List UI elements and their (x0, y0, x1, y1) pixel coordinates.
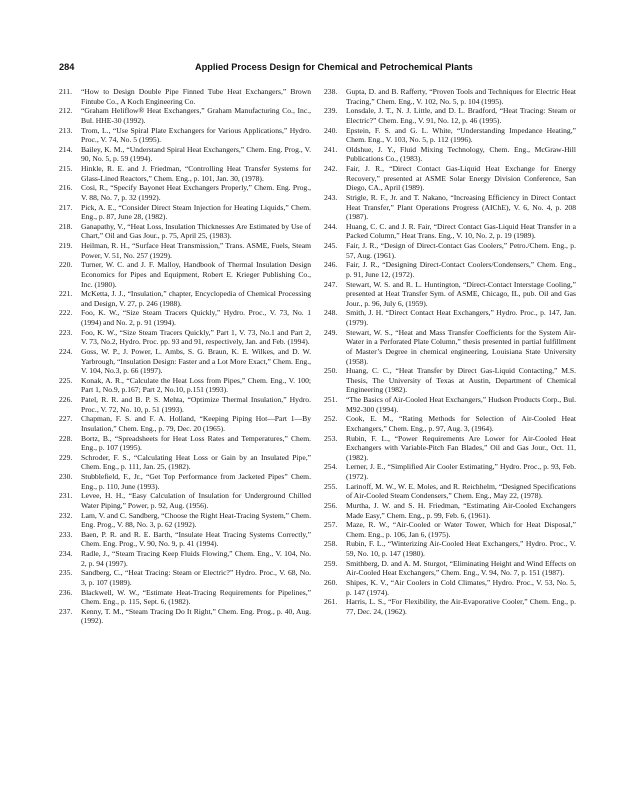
reference-entry (59, 607, 311, 626)
reference-text: Sandberg, C., “Heat Tracing: Steam or Electric?” Hydro. Proc., V. 68, No. 3, p. 107 (1989). (81, 568, 311, 587)
reference-number: 252. (324, 414, 338, 424)
reference-entry (324, 395, 576, 414)
reference-entry (324, 164, 576, 193)
reference-entry (324, 87, 576, 106)
reference-entry (324, 328, 576, 367)
reference-number: 232. (59, 510, 73, 520)
reference-number: 219. (59, 241, 73, 250)
reference-entry (59, 126, 311, 145)
reference-list-right (324, 87, 576, 616)
reference-entry (59, 289, 311, 308)
reference-text: Maze, R. W., “Air-Cooled or Water Tower, Which for Heat Disposal,” Chem. Eng., p. 106, Jan 6, (1975). (346, 520, 576, 539)
reference-entry (324, 482, 576, 501)
reference-entry (59, 328, 311, 347)
reference-text: Bortz, B., “Spreadsheets for Heat Loss Rates and Temperatures,” Chem. Eng., p. 107 (1995). (81, 433, 311, 453)
references-right-column (324, 87, 576, 616)
reference-text: Ganapathy, V., “Heat Loss, Insulation Thicknesses Are Estimated by Use of Chart,” Oil and Gas Jour., p. 75, April 25, (1983). (81, 221, 311, 241)
reference-entry (324, 578, 576, 597)
reference-text: Lonsdale, J. T., N. J. Little, and D. L. Bradford, “Heat Tracing: Steam or Electric?” Chem. Eng., V. 91, No. 12, p. 46 (1995). (346, 106, 576, 125)
reference-entry (324, 193, 576, 222)
reference-number: 237. (59, 606, 73, 616)
reference-entry (59, 568, 311, 587)
reference-text: Foo, K. W., “Size Steam Tracers Quickly,” Hydro. Proc., V. 73, No. 1 (1994) and No. 2, p. 91 (1994). (81, 308, 311, 327)
reference-number: 230. (59, 472, 73, 481)
reference-number: 234. (59, 549, 73, 558)
reference-entry (59, 222, 311, 241)
reference-number: 216. (59, 183, 73, 193)
reference-entry (324, 280, 576, 309)
reference-entry (59, 434, 311, 453)
reference-text: Pick, A. E., “Consider Direct Steam Injection for Heating Liquids,” Chem. Eng., p. 87, June 28, (1982). (81, 202, 311, 222)
reference-text: Fair, J. R., “Design of Direct-Contact Gas Coolers,” Petro./Chem. Eng., p. 57, Aug. (1961). (346, 241, 576, 260)
reference-text: Gupta, D. and B. Rafferty, “Proven Tools and Techniques for Electric Heat Tracing,” Chem. Eng., V. 102, No. 5, p. 104 (1995). (346, 87, 576, 106)
reference-number: 213. (59, 125, 73, 135)
reference-entry (324, 126, 576, 145)
reference-text: Harris, L. S., “For Flexibility, the Air-Evaporative Cooler,” Chem. Eng., p. 77, Dec. 24, (1962). (346, 597, 576, 616)
reference-text: Smith, J. H. “Direct Contact Heat Exchangers,” Hydro. Proc., p. 147, Jan. (1979). (346, 308, 576, 327)
reference-entry (324, 597, 576, 616)
reference-number: 261. (324, 597, 338, 607)
reference-number: 239. (324, 106, 338, 116)
reference-text: “The Basics of Air-Cooled Heat Exchangers,” Hudson Products Corp., Bul. M92-300 (1994). (346, 395, 576, 414)
reference-number: 240. (324, 125, 338, 135)
reference-text: Blackwell, W. W., “Estimate Heat-Tracing Requirements for Pipelines,” Chem. Eng., p. 115, Sept. 6, (1982). (81, 587, 311, 607)
reference-text: Huang, C. C., “Heat Transfer by Direct Gas-Liquid Contacting,” M.S. Thesis, The University of Texas at Austin, Department of Chemical Engineering (1982). (346, 366, 576, 395)
page-number: 284 (59, 62, 75, 72)
reference-text: Stewart, W. S. and R. L. Huntington, “Direct-Contact Interstage Cooling,” presented at Heat Transfer Sym. of ASME, Chicago, IL, pub. Oil and Gas Jour., p. 96, July 6, (1959). (346, 279, 576, 308)
reference-text: Fair, J. R., “Direct Contact Gas-Liquid Heat Exchange for Energy Recovery,” presented at ASME Solar Energy Division Conference, San Diego, CA., April (1989). (346, 164, 576, 193)
reference-number: 215. (59, 164, 73, 173)
reference-text: Huang, C. C. and J. R. Fair, “Direct Contact Gas-Liquid Heat Transfer in a Packed Column,” Heat Trans. Eng., V. 10, No. 2, p. 19 (1989). (346, 221, 576, 241)
reference-text: Kenny, T. M., “Steam Tracing Do It Right,” Chem. Eng. Prog., p. 40, Aug. (1992). (81, 606, 311, 626)
reference-number: 229. (59, 452, 73, 462)
reference-text: Lam, V. and C. Sandberg, “Choose the Right Heat-Tracing System,” Chem. Eng. Prog., V. 88, No. 3, p. 62 (1992). (81, 510, 311, 530)
reference-number: 211. (59, 87, 73, 96)
reference-number: 260. (324, 577, 338, 587)
reference-text: Oldshue, J. Y., Fluid Mixing Technology, Chem. Eng., McGraw-Hill Publications Co., (1983). (346, 144, 576, 164)
reference-number: 259. (324, 558, 338, 568)
reference-number: 218. (59, 221, 73, 231)
reference-number: 217. (59, 202, 73, 212)
reference-text: Turner, W. C. and J. F. Malloy, Handbook of Thermal Insulation Design Economics for Pipes and Equipment, Robert E. Krieger Publishing Co., Inc. (1980). (81, 260, 311, 289)
reference-text: Stubblefield, F., Jr., “Get Top Performance from Jacketed Pipes” Chem. Eng., p. 110, June (1993). (81, 472, 311, 491)
reference-number: 255. (324, 481, 338, 491)
reference-number: 222. (59, 308, 73, 318)
reference-entry (59, 183, 311, 202)
reference-text: Larinoff, M. W., W. E. Moles, and R. Reichhelm, “Designed Specifications of Air-Cooled Steam Condensers,” Chem. Eng., May 22, (1978). (346, 481, 576, 501)
reference-number: 249. (324, 327, 338, 337)
reference-entry (59, 87, 311, 106)
reference-number: 257. (324, 520, 338, 530)
reference-number: 242. (324, 164, 338, 173)
reference-text: Baen, P. R. and R. E. Barth, “Insulate Heat Tracing Systems Correctly,” Chem. Eng. Prog., V. 90, No. 9, p. 41 (1994). (81, 529, 311, 549)
reference-number: 248. (324, 308, 338, 318)
reference-number: 225. (59, 375, 73, 385)
reference-entry (59, 203, 311, 222)
reference-text: Levee, H. H., “Easy Calculation of Insulation for Underground Chilled Water Piping,” Power, p. 92, Aug. (1956). (81, 491, 311, 510)
reference-entry (59, 472, 311, 491)
reference-list-left (59, 87, 311, 626)
reference-text: Goss, W. P., J. Power, L. Ambs, S. G. Braun, K. E. Wilkes, and D. W. Yarbrough, “Insulation Design: Faster and a Lot More Exact,” Chem. Eng., V. 104, No.3, p. 66 (1997). (81, 346, 311, 376)
reference-number: 247. (324, 279, 338, 289)
reference-entry (59, 376, 311, 395)
reference-number: 233. (59, 529, 73, 539)
reference-entry (59, 106, 311, 125)
reference-text: Shipes, K. V., “Air Coolers in Cold Climates,” Hydro. Proc., V. 53, No. 5, p. 147 (1974). (346, 577, 576, 597)
reference-text: McKetta, J. J., “Insulation,” chapter, Encyclopedia of Chemical Processing and Design, V. 27, p. 246 (1988). (81, 289, 311, 308)
reference-entry (324, 539, 576, 558)
reference-text: “Graham Heliflow® Heat Exchangers,” Graham Manufacturing Co., Inc., Bul. HHE-30 (1992). (81, 106, 311, 125)
reference-entry (59, 588, 311, 607)
reference-number: 235. (59, 568, 73, 578)
reference-number: 258. (324, 539, 338, 549)
reference-entry (324, 366, 576, 395)
reference-number: 224. (59, 346, 73, 356)
reference-text: Hinkle, R. E. and J. Friedman, “Controlling Heat Transfer Systems for Glass-Lined Reactors,” Chem. Eng., p. 101, Jan. 30, (1978). (81, 164, 311, 183)
reference-entry (324, 501, 576, 520)
reference-entry (59, 241, 311, 260)
reference-text: “How to Design Double Pipe Finned Tube Heat Exchangers,” Brown Fintube Co., A Koch Engineering Co. (81, 87, 311, 106)
reference-entry (324, 145, 576, 164)
reference-entry (324, 462, 576, 481)
reference-text: Chapman, F. S. and F. A. Holland, “Keeping Piping Hot—Part 1—By Insulation,” Chem. Eng., p. 79, Dec. 20 (1965). (81, 414, 311, 433)
reference-entry (324, 308, 576, 327)
reference-text: Smithberg, D. and A. M. Sturgot, “Eliminating Height and Wind Effects on Air-Cooled Heat Exchangers,” Chem. Eng., V. 94, No. 7, p. 151 (1987). (346, 558, 576, 578)
reference-number: 227. (59, 414, 73, 424)
reference-entry (59, 530, 311, 549)
reference-text: Patel, R. R. and B. P. S. Mehta, “Optimize Thermal Insulation,” Hydro. Proc., V. 72, No. 10, p. 51 (1993). (81, 395, 311, 414)
page-header (59, 62, 579, 76)
reference-text: Trom, L., “Use Spiral Plate Exchangers for Various Applications,” Hydro. Proc., V. 74, No. 5 (1995). (81, 125, 311, 145)
reference-number: 214. (59, 144, 73, 154)
reference-text: Epstein, F. S. and G. L. White, “Understanding Impedance Heating,” Chem. Eng., V. 103, No. 5, p. 112 (1996). (346, 125, 576, 145)
reference-number: 244. (324, 221, 338, 231)
reference-number: 241. (324, 144, 338, 154)
reference-number: 254. (324, 462, 338, 472)
reference-entry (59, 260, 311, 289)
reference-number: 228. (59, 433, 73, 443)
reference-entry (59, 549, 311, 568)
reference-entry (59, 511, 311, 530)
reference-text: Radle, J., “Steam Tracing Keep Fluids Flowing,” Chem. Eng., V. 104, No. 2, p. 94 (1997). (81, 549, 311, 568)
reference-text: Strigle, R. F., Jr. and T. Nakano, “Increasing Efficiency in Direct Contact Heat Transfer,” Plant Operations Progress (AIChE), V. 6, No. 4, p. 208 (1987). (346, 192, 576, 222)
reference-number: 226. (59, 395, 73, 404)
reference-entry (59, 145, 311, 164)
reference-number: 245. (324, 241, 338, 250)
reference-entry (59, 491, 311, 510)
reference-text: Bailey, K. M., “Understand Spiral Heat Exchangers,” Chem. Eng. Prog., V. 90, No. 5, p. 59 (1994). (81, 144, 311, 164)
reference-entry (59, 347, 311, 376)
reference-entry (59, 164, 311, 183)
reference-entry (324, 520, 576, 539)
reference-text: Schroder, F. S., “Calculating Heat Loss or Gain by an Insulated Pipe,” Chem. Eng., p. 111, Jan. 25, (1982). (81, 452, 311, 472)
reference-number: 238. (324, 87, 338, 96)
reference-entry (324, 434, 576, 463)
reference-entry (324, 260, 576, 279)
reference-text: Heilman, R. H., “Surface Heat Transmission,” Trans. ASME, Fuels, Steam Power, V. 51, No. 257 (1929). (81, 241, 311, 260)
reference-text: Rubin, F. L., “Winterizing Air-Cooled Heat Exchangers,” Hydro. Proc., V. 59, No. 10, p. 147 (1980). (346, 539, 576, 558)
reference-text: Lerner, J. E., “Simplified Air Cooler Estimating,” Hydro. Proc., p. 93, Feb. (1972). (346, 462, 576, 481)
reference-text: Cosi, R., “Specify Bayonet Heat Exchangers Properly,” Chem. Eng. Prog., V. 88, No. 7, p. 32 (1992). (81, 183, 311, 202)
reference-entry (324, 106, 576, 125)
references-left-column (59, 87, 311, 626)
reference-text: Cook, E. M., “Rating Methods for Selection of Air-Cooled Heat Exchangers,” Chem. Eng., p. 97, Aug. 3, (1964). (346, 414, 576, 433)
reference-number: 236. (59, 587, 73, 597)
reference-entry (324, 241, 576, 260)
reference-entry (324, 414, 576, 433)
reference-entry (59, 453, 311, 472)
reference-number: 253. (324, 433, 338, 443)
reference-number: 256. (324, 500, 338, 510)
reference-number: 220. (59, 260, 73, 270)
reference-number: 223. (59, 327, 73, 337)
reference-entry (324, 559, 576, 578)
reference-number: 251. (324, 395, 338, 404)
running-title: Applied Process Design for Chemical and Petrochemical Plants (195, 62, 473, 72)
reference-number: 246. (324, 260, 338, 270)
reference-entry (59, 414, 311, 433)
reference-number: 212. (59, 106, 73, 116)
reference-text: Rubin, F. L., “Power Requirements Are Lower for Air-Cooled Heat Exchangers with Variable-Pitch Fan Blades,” Oil and Gas Jour., Oct. 11, (1982). (346, 433, 576, 462)
reference-entry (59, 308, 311, 327)
reference-number: 221. (59, 289, 73, 299)
reference-number: 231. (59, 491, 73, 501)
reference-text: Stewart, W. S., “Heat and Mass Transfer Coefficients for the System Air-Water in a Perforated Plate Column,” thesis presented in partial fulfillment of Master’s Degree in chemical engineering, Louisiana State University (1958). (346, 327, 576, 366)
reference-number: 250. (324, 366, 338, 376)
reference-entry (324, 222, 576, 241)
reference-text: Fair, J. R., “Designing Direct-Contact Coolers/Condensers,” Chem. Eng., p. 91, June 12, (1972). (346, 260, 576, 279)
reference-entry (59, 395, 311, 414)
reference-text: Konak, A. R., “Calculate the Heat Loss from Pipes,” Chem. Eng., V. 100; Part 1, No.9, p.167; Part 2, No.10, p.151 (1993). (81, 375, 311, 395)
reference-number: 243. (324, 192, 338, 202)
reference-text: Foo, K. W., “Size Steam Tracers Quickly,” Part 1, V. 73, No.1 and Part 2, V. 73, No.2, Hydro. Proc. pp. 93 and 91, respectively, Jan. and Feb. (1994). (81, 327, 311, 347)
reference-text: Murtha, J. W. and S. H. Friedman, “Estimating Air-Cooled Exchangers Made Easy,” Chem. Eng., p. 99, Feb. 6, (1961). (346, 500, 576, 520)
